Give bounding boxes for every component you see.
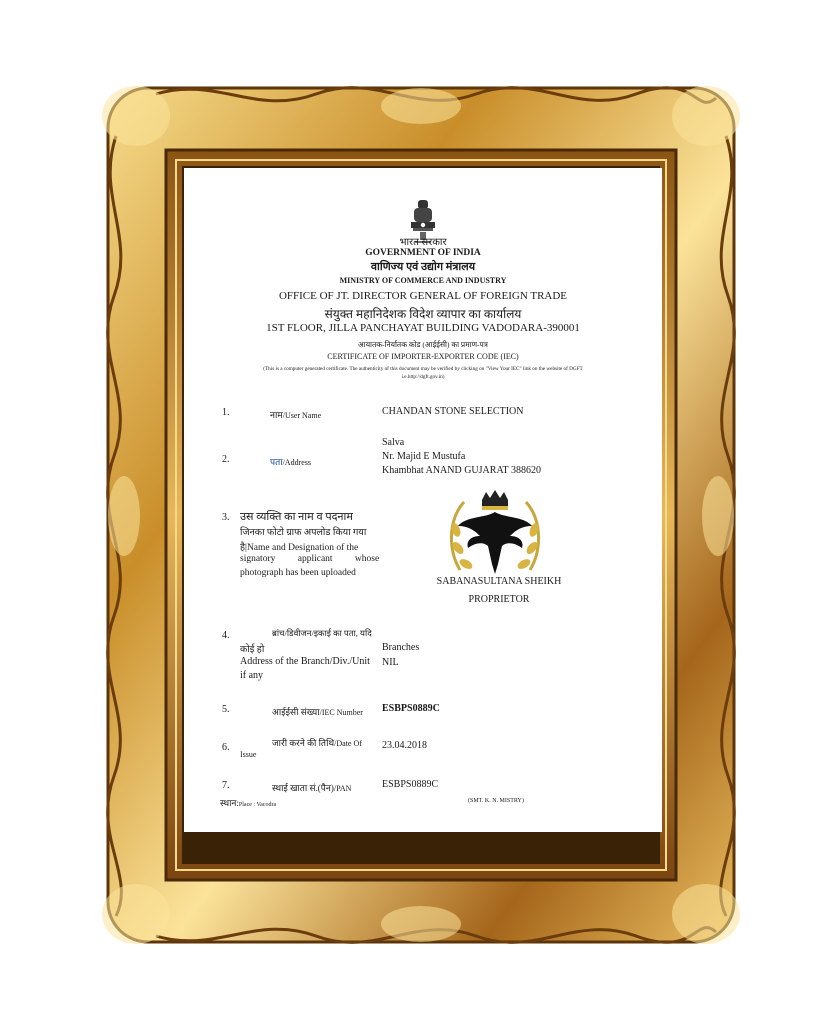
signatory-label-line4: signatory applicant whose (240, 554, 380, 564)
certificate-title: CERTIFICATE OF IMPORTER-EXPORTER CODE (IEC) (327, 352, 519, 361)
row-number: 3. (222, 512, 230, 523)
signatory-label-line3: है|Name and Designation of the (240, 543, 359, 553)
signatory-designation: PROPRIETOR (468, 594, 530, 605)
signing-officer-name: (SMT. K. N. MISTRY) (468, 798, 524, 804)
address-line1: Salva (382, 437, 405, 448)
row-number: 7. (222, 780, 230, 791)
office-hindi-text: संयुक्त महानिदेशक विदेश व्यापार का कार्यालय (324, 307, 522, 321)
authenticity-note-line1: (This is a computer generated certificate. The authenticity of this document may be verified by clicking on "View Your IEC" link on the website of DGFT (263, 366, 583, 372)
row-number: 6. (222, 742, 230, 753)
place-text: स्थान:Place : Vacodra (220, 798, 277, 808)
user-name-label: नाम/User Name (270, 410, 322, 420)
branch-label-line3: Address of the Branch/Div./Unit (240, 656, 370, 667)
signatory-label-line2: जिनका फोटो ग्राफ अपलोड किया गया (240, 528, 367, 538)
ministry-text: MINISTRY OF COMMERCE AND INDUSTRY (339, 276, 507, 285)
address-line3: Khambhat ANAND GUJARAT 388620 (382, 465, 541, 476)
certificate-paper (184, 168, 662, 832)
signatory-name: SABANASULTANA SHEIKH (436, 576, 562, 587)
date-of-issue-label-line2: Issue (240, 750, 257, 759)
date-of-issue-label: जारी करने की तिथि/Date Of (272, 738, 362, 748)
row-number: 4. (222, 630, 230, 641)
signatory-label-line5: photograph has been uploaded (240, 568, 356, 578)
pan-value: ESBPS0889C (382, 779, 439, 790)
row-number: 2. (222, 454, 230, 465)
address-line2: Nr. Majid E Mustufa (382, 451, 466, 462)
iec-number-value: ESBPS0889C (382, 703, 440, 714)
office-address-text: 1ST FLOOR, JILLA PANCHAYAT BUILDING VADODARA-390001 (266, 322, 580, 334)
user-name-value: CHANDAN STONE SELECTION (382, 406, 524, 417)
branch-label-line4: if any (240, 670, 264, 681)
eagle-crown-logo-icon (446, 490, 544, 582)
row-number: 1. (222, 407, 230, 418)
certificate-hindi-text: आयातक-निर्यातक कोड (आईईसी) का प्रमाण-पत्र (358, 340, 488, 349)
pan-label: स्थाई खाता सं.(पैन)/PAN (272, 783, 352, 793)
branches-value: NIL (382, 657, 399, 668)
government-of-india-text: GOVERNMENT OF INDIA (365, 248, 481, 258)
authenticity-note-line2: i.e.http://dgft.gov.in) (401, 374, 445, 380)
row-number: 5. (222, 704, 230, 715)
branch-label-line1: ब्रांच/डिवीजन/इकाई का पता, यदि (272, 628, 372, 638)
date-of-issue-value: 23.04.2018 (382, 740, 427, 751)
address-label: पता/Address (270, 457, 312, 467)
branch-label-line2: कोई हो (240, 645, 265, 655)
signatory-label-line1: उस व्यक्ति का नाम व पदनाम (240, 511, 353, 523)
office-text: OFFICE OF JT. DIRECTOR GENERAL OF FOREIGN TRADE (278, 290, 568, 302)
bharat-sarkar-text: भारत सरकार (399, 237, 447, 248)
iec-number-label: आईईसी संख्या/IEC Number (272, 707, 363, 717)
branches-heading: Branches (382, 642, 420, 653)
ministry-hindi-text: वाणिज्य एवं उद्योग मंत्रालय (370, 261, 476, 273)
